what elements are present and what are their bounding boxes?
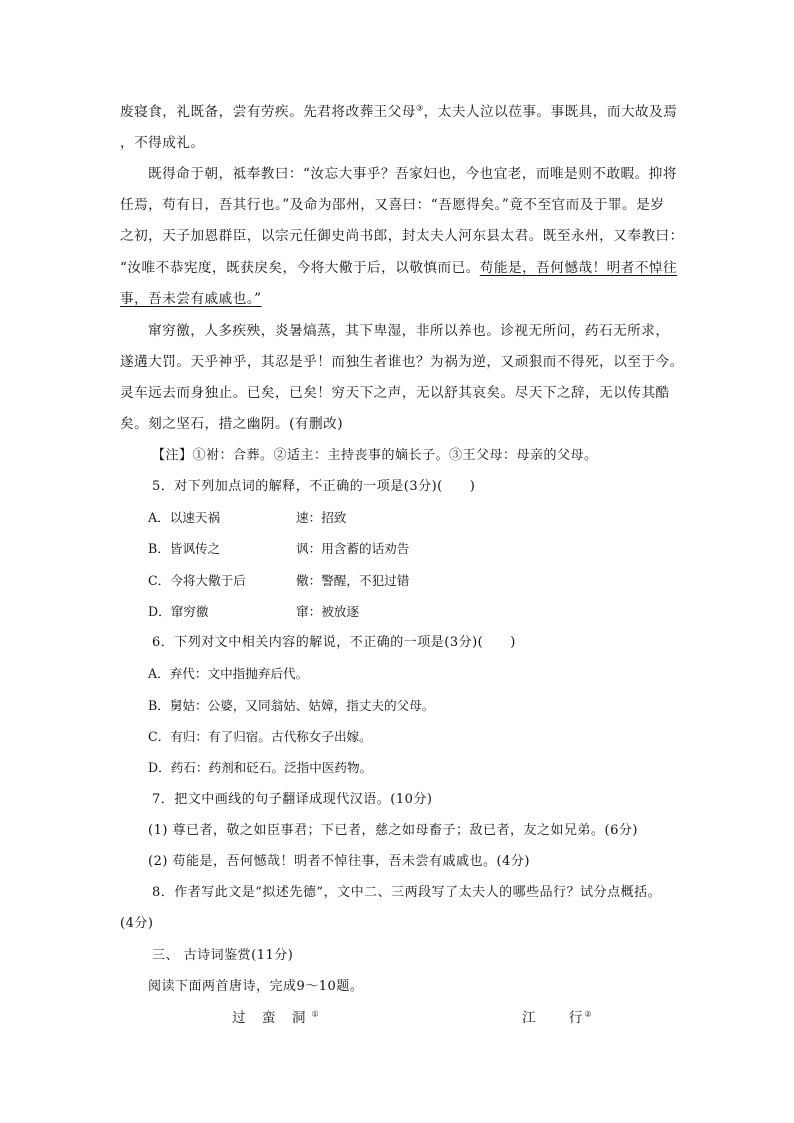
- option-b: B．皆讽传之: [148, 541, 221, 556]
- option-c: C．有归：有了归宿。古代称女子出嫁。: [148, 729, 372, 744]
- passage-line: [120, 102, 680, 122]
- footnote-marker: ②: [584, 1009, 594, 1019]
- option-a-meaning: 速：招致: [296, 510, 347, 525]
- passage-line: [120, 289, 680, 309]
- passage-text: ，太夫人泣以莅事。事既具，而大故及焉: [423, 104, 678, 120]
- passage-line: 之初，天子加恩群臣，以宗元任御史尚书郎，封太夫人河东县太君。既至永州，又奉教曰：: [120, 228, 684, 244]
- passage-line: 窜穷徼，人多疾殃，炎暑熇蒸，其下卑湿，非所以养也。诊视无所问，药石无所求，: [148, 323, 670, 339]
- option-b: B．舅姑：公婆，又同翁姑、姑嫜，指丈夫的父母。: [148, 698, 435, 713]
- question-6-stem: 6．下列对文中相关内容的解说，不正确的一项是(3分)( ): [152, 635, 516, 650]
- question-8-line: (4分): [120, 916, 154, 931]
- poem-2-title: 江 行②: [522, 1009, 594, 1026]
- question-7-sub-1: (1) 尊已者，敬之如臣事君；下已者，慈之如母畜子；敌已者，友之如兄弟。(6分): [148, 823, 638, 838]
- passage-line: ，不得成礼。: [120, 135, 205, 151]
- note-item: ②适主：主持丧事的嫡长子。: [273, 448, 450, 463]
- section-heading: 三、 古诗词鉴赏(11分): [152, 948, 294, 963]
- passage-line: 遂遘大罚。天乎神乎，其忍是乎！而独生者谁也？为祸为逆，又顽狠而不得死，以至于今。: [120, 354, 684, 370]
- option-a: A．以速天祸: [148, 510, 221, 525]
- notes: [152, 446, 712, 466]
- section-intro: 阅读下面两首唐诗，完成9～10题。: [148, 979, 364, 994]
- question-8-line: 8．作者写此文是“拟述先德”，文中二、三两段写了太夫人的哪些品行？试分点概括。: [152, 885, 662, 900]
- footnote-marker: ①: [311, 1009, 325, 1019]
- note-item: ①祔：合葬。: [192, 448, 274, 463]
- note-item: ③王父母：母亲的父母。: [449, 448, 598, 463]
- underlined-sentence: 苟能是，吾何憾哉！明者不悼往: [479, 260, 678, 276]
- passage-line: 任焉，苟有日，吾其行也。”及命为邵州，又喜曰：“吾愿得矣。”竟不至官而及于罪。是岁: [120, 197, 665, 213]
- question-5-stem: 5．对下列加点词的解释，不正确的一项是(3分)( ): [152, 479, 476, 494]
- passage-line: 既得命于朝，祗奉教曰：“汝忘大事乎？吾家妇也，今也宜老，而唯是则不敢暇。抑将: [148, 166, 677, 182]
- passage-text: 废寝食，礼既备，尝有劳疾。先君将改葬王父母: [120, 104, 416, 120]
- option-d-meaning: 窜：被放逐: [296, 604, 359, 619]
- question-7-sub-2: (2) 苟能是，吾何憾哉！明者不悼往事，吾未尝有戚戚也。(4分): [148, 854, 530, 869]
- passage-text: “汝唯不恭宪度，既获戾矣，今将大儆于后，以敬慎而已。: [120, 260, 480, 276]
- option-d: D．药石：药剂和砭石。泛指中医药物。: [148, 760, 373, 775]
- option-d: D．窜穷徼: [148, 604, 209, 619]
- option-c: C．今将大儆于后: [148, 573, 246, 588]
- option-a: A．弃代：文中指抛弃后代。: [148, 666, 309, 681]
- footnote-marker: ③: [415, 103, 424, 113]
- option-c-meaning: 儆：警醒，不犯过错: [296, 573, 410, 588]
- closing-quote: ”: [254, 291, 262, 307]
- underlined-sentence: 事，吾未尝有戚戚也。: [120, 291, 255, 307]
- passage-line: 矣。刻之坚石，措之幽阴。(有删改): [120, 416, 344, 432]
- question-7-stem: 7．把文中画线的句子翻译成现代汉语。(10分): [152, 792, 433, 807]
- passage-line: 灵车远去而身独止。已矣，已矣！穷天下之声，无以舒其哀矣。尽天下之辞，无以传其酷: [120, 385, 670, 401]
- option-b-meaning: 讽：用含蓄的话劝告: [296, 541, 410, 556]
- passage-line: [120, 258, 680, 278]
- notes-label: 【注】: [152, 448, 193, 463]
- poem-1-title: 过 蛮 洞①: [232, 1009, 325, 1026]
